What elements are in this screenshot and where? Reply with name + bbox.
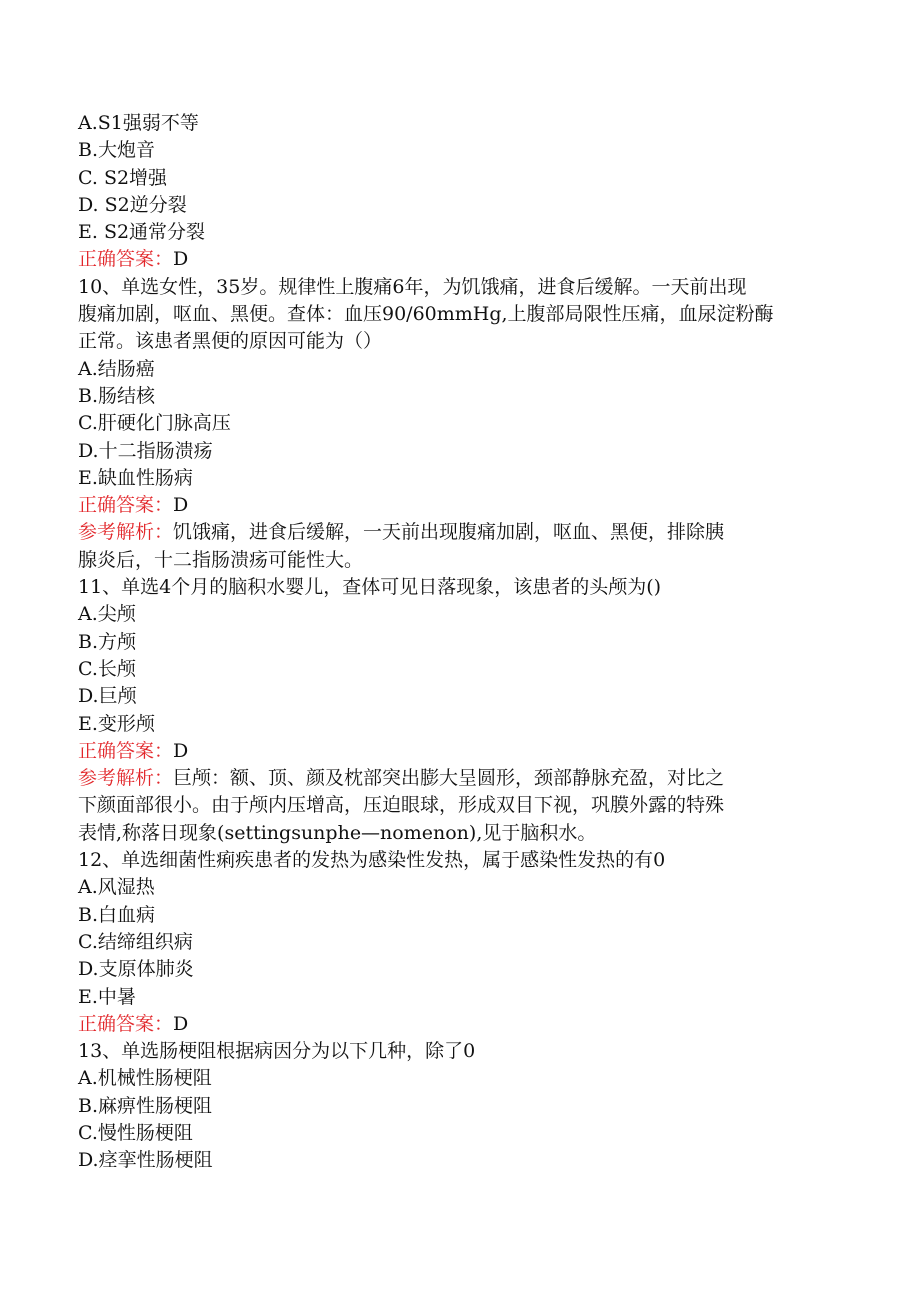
option-b: B.大炮音 [78,139,156,162]
analysis-label: 参考解析： [78,767,174,790]
option-d: D. S2逆分裂 [78,193,187,216]
option-b: B.白血病 [78,903,156,926]
correct-answer [78,246,838,273]
answer-value: D [173,494,189,517]
question-stem: 腹痛加剧，呕血、黑便。查体：血压90/60mmHg,上腹部局限性压痛，血尿淀粉酶 [78,303,774,326]
option-d: D.十二指肠溃疡 [78,439,213,462]
analysis [78,765,838,792]
option-a: A.结肠癌 [78,357,155,380]
option-d: D.支原体肺炎 [78,958,194,981]
correct-answer [78,1011,838,1038]
analysis-text: 表情,称落日现象(settingsunphe—nomenon),见于脑积水。 [78,821,597,844]
option-e: E.中暑 [78,985,136,1008]
answer-label: 正确答案： [78,739,174,762]
option-d: D.痉挛性肠梗阻 [78,1149,213,1172]
analysis-label: 参考解析： [78,521,174,544]
option-b: B.麻痹性肠梗阻 [78,1094,213,1117]
option-a: A.尖颅 [78,603,136,626]
option-a: A.机械性肠梗阻 [78,1067,212,1090]
question-stem: 10、单选女性，35岁。规律性上腹痛6年，为饥饿痛，进食后缓解。一天前出现 [78,275,747,298]
option-b: B.肠结核 [78,384,156,407]
question-9-tail [78,110,838,274]
option-d: D.巨颅 [78,685,137,708]
answer-value: D [173,739,189,762]
option-c: C.慢性肠梗阻 [78,1121,193,1144]
correct-answer [78,492,838,519]
question-11 [78,574,838,847]
answer-label: 正确答案： [78,248,174,271]
question-stem: 13、单选肠梗阻根据病因分为以下几种，除了0 [78,1040,476,1063]
option-c: C.长颅 [78,657,136,680]
analysis-text: 饥饿痛，进食后缓解，一天前出现腹痛加剧，呕血、黑便，排除胰 [173,521,725,544]
answer-value: D [173,1012,189,1035]
option-b: B.方颅 [78,630,137,653]
question-stem: 11、单选4个月的脑积水婴儿，查体可见日落现象，该患者的头颅为() [78,576,662,599]
correct-answer [78,738,838,765]
question-10 [78,274,838,574]
question-stem: 12、单选细菌性痢疾患者的发热为感染性发热，属于感染性发热的有0 [78,849,666,872]
option-c: C.结缔组织病 [78,930,193,953]
option-c: C.肝硬化门脉高压 [78,412,231,435]
answer-label: 正确答案： [78,494,174,517]
option-e: E.变形颅 [78,712,155,735]
option-a: A.S1强弱不等 [78,112,199,134]
answer-value: D [173,248,189,271]
analysis-text: 巨颅：额、顶、颜及枕部突出膨大呈圆形，颈部静脉充盈，对比之 [173,767,725,790]
option-e: E.缺血性肠病 [78,466,193,489]
document-page [78,110,838,1175]
analysis-text: 腺炎后，十二指肠溃疡可能性大。 [78,548,364,571]
question-13 [78,1038,838,1174]
answer-label: 正确答案： [78,1012,174,1035]
question-12 [78,847,838,1038]
question-stem: 正常。该患者黑便的原因可能为（） [78,330,383,353]
option-e: E. S2通常分裂 [78,221,206,244]
analysis-text: 下颜面部很小。由于颅内压增高，压迫眼球，形成双目下视，巩膜外露的特殊 [78,794,725,817]
option-a: A.风湿热 [78,876,155,899]
option-c: C. S2增强 [78,166,168,189]
analysis [78,519,838,546]
